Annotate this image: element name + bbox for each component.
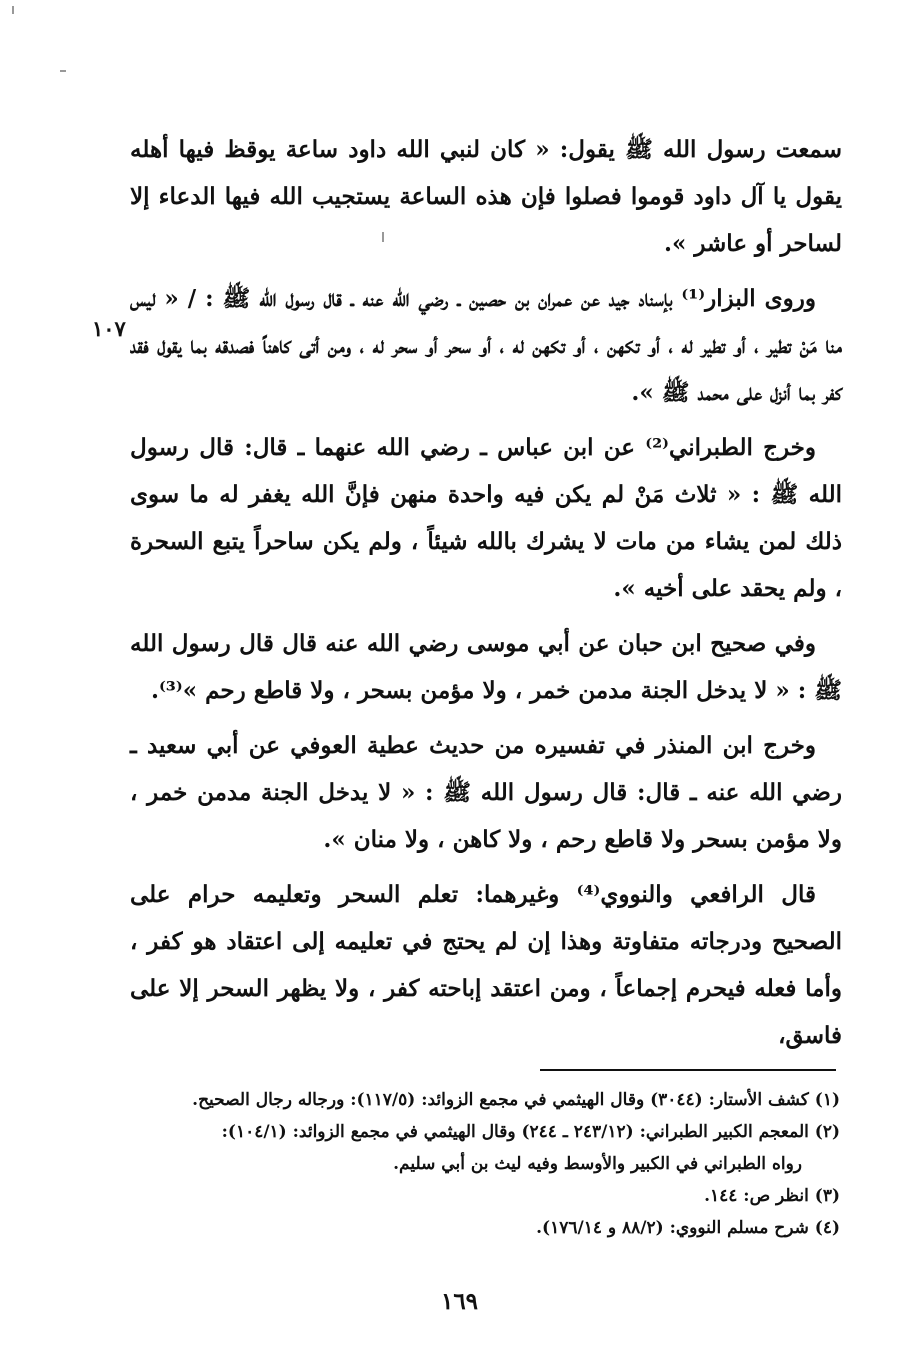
paragraph: وخرج ابن المنذر في تفسيره من حديث عطية العوفي عن أبي سعيد ـ رضي الله عنه ـ قال: قال رسول الله ﷺ : « لا يدخل الجنة مدمن خمر ، ولا مؤمن بسحر ولا قاطع رحم ، ولا كاهن ، ولا منان ». xyxy=(130,732,842,853)
footnote: (٢) المعجم الكبير الطبراني: (٢٤٣/١٢ ـ ٢٤٤) وقال الهيثمي في مجمع الزوائد: (١٠٤/١): xyxy=(221,1122,840,1142)
scan-speck xyxy=(60,70,66,72)
paragraph: قال الرافعي والنووي⁽⁴⁾ وغيرهما: تعلم السحر وتعليمه حرام على الصحيح ودرجاته متفاوتة وهذا إن لم يحتج في تعليمه إلى اعتقاد هو كفر ، وأما فعله فيحرم إجماعاً ، ومن اعتقد إباحته كفر ، ولا يظهر السحر إلا على فاسق، xyxy=(130,881,842,1049)
paragraph: سمعت رسول الله ﷺ يقول: « كان لنبي الله داود ساعة يوقظ فيها أهله يقول يا آل داود قوموا فصلوا فإن هذه الساعة يستجيب الله فيها الدعاء إلا لساحر أو عاشر ». xyxy=(130,136,842,257)
footnotes xyxy=(150,1084,840,1244)
paragraph: وفي صحيح ابن حبان عن أبي موسى رضي الله عنه قال قال رسول الله ﷺ : « لا يدخل الجنة مدمن خمر ، ولا مؤمن بسحر ، ولا قاطع رحم »⁽³⁾. xyxy=(130,630,842,704)
margin-page-reference: ١٠٧ xyxy=(92,316,126,341)
paragraph: وخرج الطبراني⁽²⁾ عن ابن عباس ـ رضي الله عنهما ـ قال: قال رسول الله ﷺ : « ثلاث مَنْ لم يكن فيه واحدة منهن فإنَّ الله يغفر له ما سوى ذلك لمن يشاء من مات لا يشرك بالله شيئاً ، ولم يكن ساحراً يتبع السحرة ، ولم يحقد على أخيه ». xyxy=(130,434,842,602)
footnote: (٣) انظر ص: ١٤٤. xyxy=(704,1186,840,1206)
main-text xyxy=(130,126,842,1067)
footnote: (٤) شرح مسلم النووي: (٨٨/٢ و ١٧٦/١٤). xyxy=(536,1218,840,1238)
scan-speck xyxy=(12,6,14,14)
footnote-divider xyxy=(540,1069,836,1071)
footnote-continuation: رواه الطبراني في الكبير والأوسط وفيه ليث بن أبي سليم. xyxy=(393,1154,802,1174)
page-number: ١٦٩ xyxy=(440,1288,479,1315)
footnote: (١) كشف الأستار: (٣٠٤٤) وقال الهيثمي في مجمع الزوائد: (١١٧/٥): ورجاله رجال الصحيح. xyxy=(192,1090,840,1110)
paragraph: وروى البزار⁽¹⁾ بإسناد جيد عن عمران بن حصين ـ رضي الله عنه ـ قال رسول الله ﷺ : / « ليس منا مَنْ تطير ، أو تطير له ، أو تكهن ، أو تكهن له ، أو سحر أو سحر له ، ومن أتى كاهناً فصدقه بما يقول فقد كفر بما أنزل على محمد ﷺ ». xyxy=(130,285,842,406)
